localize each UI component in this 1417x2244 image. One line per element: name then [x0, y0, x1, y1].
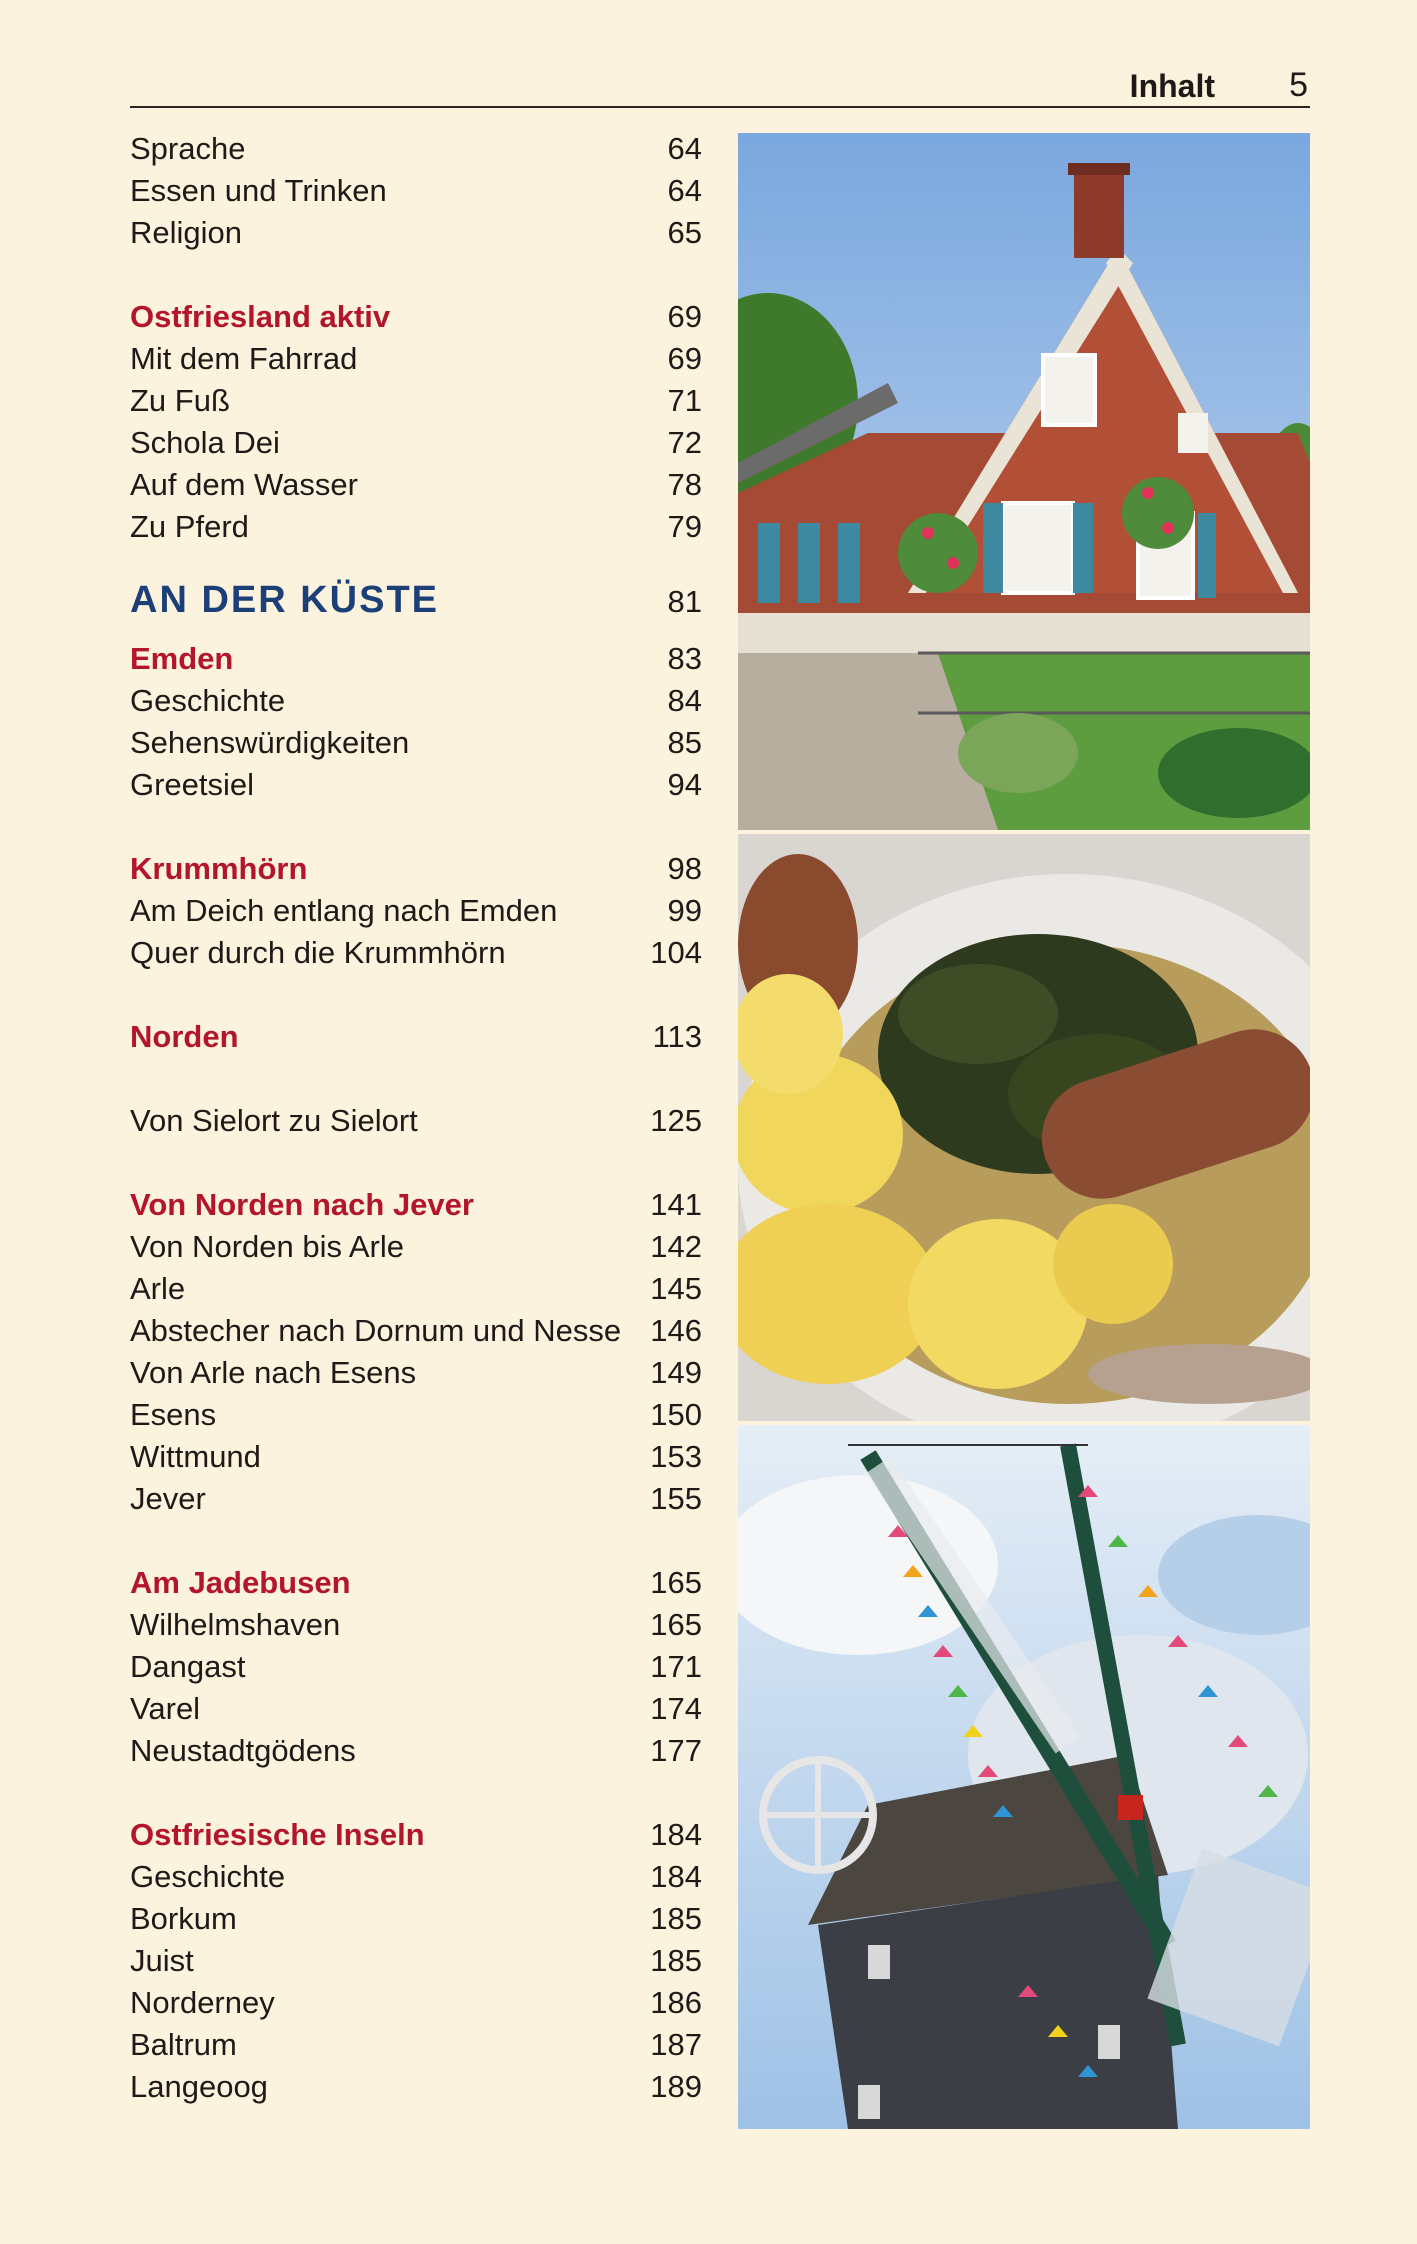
toc-chapter-label: AN DER KÜSTE	[130, 579, 440, 621]
toc-entry	[130, 890, 702, 932]
toc-chapter	[130, 568, 702, 632]
toc-entry-label: Wilhelmshaven	[130, 1607, 341, 1642]
toc-page-number: 78	[667, 467, 702, 502]
toc-entry	[130, 1688, 702, 1730]
toc-section	[130, 638, 702, 680]
toc-entry	[130, 1268, 702, 1310]
toc-page-number: 146	[650, 1313, 702, 1348]
toc-entry-label: Abstecher nach Dornum und Nesse	[130, 1313, 622, 1348]
toc-section-label: Emden	[130, 641, 234, 676]
toc-entry	[130, 1982, 702, 2024]
toc-entry	[130, 1100, 702, 1142]
toc-entry	[130, 170, 702, 212]
toc-page-number: 72	[667, 425, 702, 460]
toc-entry-label: Mit dem Fahrrad	[130, 341, 358, 376]
toc-entry-label: Zu Fuß	[130, 383, 230, 418]
toc-page-number: 150	[650, 1397, 702, 1432]
toc-entry-label: Neustadtgödens	[130, 1733, 356, 1768]
toc-section	[130, 1184, 702, 1226]
toc-entry-label: Sprache	[130, 131, 246, 166]
toc-entry-label: Dangast	[130, 1649, 246, 1684]
toc-entry	[130, 1352, 702, 1394]
toc-entry	[130, 212, 702, 254]
toc-page-number: 174	[650, 1691, 702, 1726]
toc-page-number: 145	[650, 1271, 702, 1306]
toc-page-number: 177	[650, 1733, 702, 1768]
toc-entry	[130, 722, 702, 764]
photo-column	[738, 133, 1310, 2133]
toc-section-label: Ostfriesland aktiv	[130, 299, 391, 334]
toc-page-number: 155	[650, 1481, 702, 1516]
toc-section	[130, 848, 702, 890]
toc-spacer	[130, 974, 702, 1016]
toc-entry-label: Wittmund	[130, 1439, 261, 1474]
toc-page-number: 141	[650, 1187, 702, 1222]
toc-page-number: 64	[667, 173, 702, 208]
toc-page-number: 171	[650, 1649, 702, 1684]
toc-entry-label: Langeoog	[130, 2069, 268, 2104]
toc-page-number: 189	[650, 2069, 702, 2104]
toc-entry-label: Am Deich entlang nach Emden	[130, 893, 558, 928]
toc-page-number: 65	[667, 215, 702, 250]
toc-entry	[130, 1478, 702, 1520]
header-title: Inhalt	[1129, 68, 1215, 104]
photo-brick-house	[738, 133, 1310, 830]
toc-entry	[130, 380, 702, 422]
toc-section	[130, 1016, 702, 1058]
toc-entry	[130, 1394, 702, 1436]
photo-windmill	[738, 1425, 1310, 2129]
toc-page-number: 165	[650, 1607, 702, 1642]
toc-section	[130, 1562, 702, 1604]
toc-page-number: 185	[650, 1943, 702, 1978]
photo-kale-dish	[738, 834, 1310, 1421]
toc-spacer	[130, 806, 702, 848]
toc-entry	[130, 680, 702, 722]
toc-entry	[130, 1226, 702, 1268]
toc-page-number: 98	[667, 851, 702, 886]
toc-page-number: 79	[667, 509, 702, 544]
toc-page-number: 69	[667, 299, 702, 334]
toc-page-number: 187	[650, 2027, 702, 2062]
toc-entry-label: Borkum	[130, 1901, 237, 1936]
toc-page-number: 94	[667, 767, 702, 802]
toc-page-number: 149	[650, 1355, 702, 1390]
toc-page-number: 185	[650, 1901, 702, 1936]
toc-entry	[130, 2066, 702, 2108]
toc-section-label: Von Norden nach Jever	[130, 1187, 474, 1222]
toc-entry-label: Quer durch die Krummhörn	[130, 935, 506, 970]
table-of-contents	[130, 128, 702, 2108]
toc-section-label: Ostfriesische Inseln	[130, 1817, 425, 1852]
toc-entry	[130, 1940, 702, 1982]
toc-entry-label: Essen und Trinken	[130, 173, 387, 208]
toc-entry-label: Von Sielort zu Sielort	[130, 1103, 418, 1138]
toc-page-number: 64	[667, 131, 702, 166]
toc-entry	[130, 1898, 702, 1940]
toc-entry-label: Auf dem Wasser	[130, 467, 358, 502]
toc-section-label: Krummhörn	[130, 851, 308, 886]
toc-entry	[130, 764, 702, 806]
toc-entry-label: Varel	[130, 1691, 201, 1726]
toc-entry-label: Von Norden bis Arle	[130, 1229, 405, 1264]
toc-entry	[130, 506, 702, 548]
toc-spacer	[130, 1772, 702, 1814]
toc-entry	[130, 1604, 702, 1646]
toc-page-number: 125	[650, 1103, 702, 1138]
toc-entry	[130, 1646, 702, 1688]
toc-entry-label: Greetsiel	[130, 767, 255, 802]
toc-section-label: Am Jadebusen	[130, 1565, 351, 1600]
toc-page-number: 142	[650, 1229, 702, 1264]
toc-section-label: Norden	[130, 1019, 239, 1054]
toc-page-number: 84	[667, 683, 702, 718]
toc-entry-label: Esens	[130, 1397, 217, 1432]
toc-entry	[130, 338, 702, 380]
toc-entry-label: Jever	[130, 1481, 206, 1516]
toc-page-number: 85	[667, 725, 702, 760]
toc-entry-label: Geschichte	[130, 683, 286, 718]
toc-section	[130, 296, 702, 338]
toc-entry-label: Religion	[130, 215, 243, 250]
toc-entry-label: Juist	[130, 1943, 194, 1978]
toc-entry-label: Von Arle nach Esens	[130, 1355, 417, 1390]
toc-entry-label: Sehenswürdigkeiten	[130, 725, 410, 760]
toc-entry-label: Schola Dei	[130, 425, 280, 460]
toc-page-number: 186	[650, 1985, 702, 2020]
toc-entry-label: Baltrum	[130, 2027, 237, 2062]
toc-page-number: 184	[650, 1817, 702, 1852]
toc-entry-label: Norderney	[130, 1985, 275, 2020]
toc-page-number: 153	[650, 1439, 702, 1474]
toc-spacer	[130, 1142, 702, 1184]
toc-spacer	[130, 254, 702, 296]
toc-entry-label: Arle	[130, 1271, 186, 1306]
toc-entry	[130, 1310, 702, 1352]
toc-entry	[130, 464, 702, 506]
toc-entry	[130, 1730, 702, 1772]
toc-page-number: 81	[667, 584, 702, 619]
toc-entry	[130, 128, 702, 170]
toc-page-number: 165	[650, 1565, 702, 1600]
toc-page-number: 71	[667, 383, 702, 418]
toc-page-number: 83	[667, 641, 702, 676]
toc-entry-label: Zu Pferd	[130, 509, 249, 544]
toc-page-number: 184	[650, 1859, 702, 1894]
toc-spacer	[130, 1520, 702, 1562]
toc-page-number: 69	[667, 341, 702, 376]
toc-entry	[130, 1436, 702, 1478]
toc-entry	[130, 2024, 702, 2066]
toc-entry-label: Geschichte	[130, 1859, 286, 1894]
toc-section	[130, 1814, 702, 1856]
page-number: 5	[1289, 66, 1308, 104]
page-header	[130, 62, 1310, 108]
toc-page-number: 104	[650, 935, 702, 970]
toc-spacer	[130, 1058, 702, 1100]
toc-entry	[130, 422, 702, 464]
toc-entry	[130, 1856, 702, 1898]
toc-entry	[130, 932, 702, 974]
toc-page-number: 99	[667, 893, 702, 928]
toc-page-number: 113	[652, 1019, 702, 1054]
